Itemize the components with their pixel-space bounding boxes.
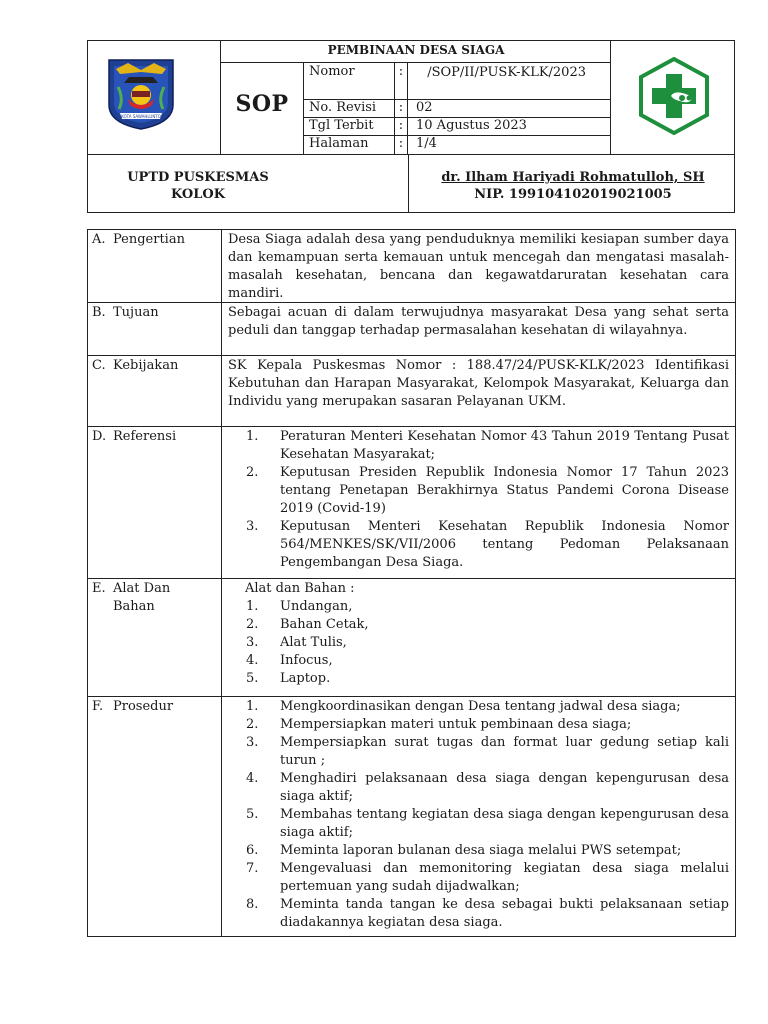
section-label-text: Alat Dan xyxy=(113,581,171,596)
list-number: 1. xyxy=(246,429,259,444)
section-label-text: Kebijakan xyxy=(113,358,179,373)
meta-colon: : xyxy=(398,136,404,151)
list-text: Meminta laporan bulanan desa siaga melalui PWS setempat; xyxy=(280,843,682,858)
list-number: 6. xyxy=(246,843,259,858)
signer-name: dr. Ilham Hariyadi Rohmatulloh, SH xyxy=(441,170,705,185)
section-label-text: Prosedur xyxy=(113,699,174,714)
list-item xyxy=(228,464,729,518)
list-number: 2. xyxy=(246,617,259,632)
list-number: 1. xyxy=(246,599,259,614)
section-tujuan xyxy=(88,302,735,355)
section-label xyxy=(92,580,220,616)
section-letter: D. xyxy=(92,429,107,444)
meta-colon: : xyxy=(398,118,404,133)
list-text: Bahan Cetak, xyxy=(280,617,369,632)
meta-label-halaman: Halaman xyxy=(309,136,369,151)
list-item xyxy=(228,652,729,670)
section-alat-dan-bahan xyxy=(88,578,735,696)
section-label-text: Referensi xyxy=(113,429,177,444)
list-number: 5. xyxy=(246,807,259,822)
sop-label: SOP xyxy=(235,91,289,117)
section-letter: A. xyxy=(92,232,106,247)
list-item xyxy=(228,860,729,896)
puskesmas-logo xyxy=(635,57,713,135)
list-text: Peraturan Menteri Kesehatan Nomor 43 Tahun 2019 Tentang Pusat Kesehatan Masyarakat; xyxy=(280,429,729,462)
sop-content-table xyxy=(87,229,736,937)
list-text: Undangan, xyxy=(280,599,353,614)
organization-name-line2: KOLOK xyxy=(170,187,226,202)
list-text: Meminta tanda tangan ke desa sebagai bukti pelaksanaan setiap diadakannya kegiatan desa siaga. xyxy=(280,897,729,930)
list-item xyxy=(228,770,729,806)
list-item xyxy=(228,698,729,716)
list-text: Mempersiapkan materi untuk pembinaan desa siaga; xyxy=(280,717,632,732)
list-number: 5. xyxy=(246,671,259,686)
meta-label-tgl-terbit: Tgl Terbit xyxy=(309,118,374,133)
header-divider xyxy=(610,41,611,154)
section-prosedur xyxy=(88,696,735,937)
list-number: 2. xyxy=(246,465,259,480)
section-pengertian xyxy=(88,230,735,302)
list-number: 3. xyxy=(246,635,259,650)
list-text: Infocus, xyxy=(280,653,333,668)
list-item xyxy=(228,716,729,734)
meta-label-revisi: No. Revisi xyxy=(309,100,377,115)
section-text: Desa Siaga adalah desa yang penduduknya memiliki kesiapan sumber daya dan kemampuan serta kemauan untuk mencegah dan mengatasi masalah-masalah kesehatan, bencana dan kegawatdaruratan kesehatan cara mandiri. xyxy=(228,232,729,301)
city-crest-logo xyxy=(106,57,176,131)
list-item xyxy=(228,634,729,652)
section-letter: C. xyxy=(92,358,106,373)
list-text: Keputusan Presiden Republik Indonesia Nomor 17 Tahun 2023 tentang Penetapan Berakhirnya Status Pandemi Corona Disease 2019 (Covid-19) xyxy=(280,465,729,516)
list-number: 7. xyxy=(246,861,259,876)
list-text: Mengkoordinasikan dengan Desa tentang jadwal desa siaga; xyxy=(280,699,681,714)
list-text: Menghadiri pelaksanaan desa siaga dengan kepengurusan desa siaga aktif; xyxy=(280,771,729,804)
section-list xyxy=(228,580,729,688)
section-letter: F. xyxy=(92,699,104,714)
list-intro: Alat dan Bahan : xyxy=(245,581,355,596)
section-referensi xyxy=(88,426,735,578)
list-item xyxy=(228,806,729,842)
section-label xyxy=(92,698,220,716)
list-item xyxy=(228,598,729,616)
section-label xyxy=(92,304,220,322)
header-divider xyxy=(220,62,610,63)
header-divider xyxy=(88,154,734,155)
section-list xyxy=(228,698,729,932)
section-label xyxy=(92,231,220,249)
list-item xyxy=(228,670,729,688)
list-number: 8. xyxy=(246,897,259,912)
header-divider xyxy=(220,41,221,154)
section-label xyxy=(92,357,220,375)
list-item xyxy=(228,428,729,464)
meta-colon: : xyxy=(398,64,404,79)
list-text: Laptop. xyxy=(280,671,331,686)
section-label xyxy=(92,428,220,446)
list-text: Membahas tentang kegiatan desa siaga dengan kepengurusan desa siaga aktif; xyxy=(280,807,729,840)
meta-value-nomor: /SOP/II/PUSK-KLK/2023 xyxy=(427,65,586,80)
section-list xyxy=(228,428,729,572)
organization-name xyxy=(88,169,308,203)
list-number: 2. xyxy=(246,717,259,732)
list-text: Keputusan Menteri Kesehatan Republik Indonesia Nomor 564/MENKES/SK/VII/2006 tentang Pedoman Pelaksanaan Pengembangan Desa Siaga. xyxy=(280,519,729,570)
section-label-text: Tujuan xyxy=(113,305,159,320)
list-text: Alat Tulis, xyxy=(280,635,347,650)
list-item xyxy=(228,842,729,860)
signer-block xyxy=(410,169,736,203)
meta-label-nomor: Nomor xyxy=(309,64,355,79)
section-text: SK Kepala Puskesmas Nomor : 188.47/24/PUSK-KLK/2023 Identifikasi Kebutuhan dan Harapan Masyarakat, Kelompok Masyarakat, Keluarga dan Individu yang merupakan sasaran Pelayanan UKM. xyxy=(228,358,729,409)
list-item xyxy=(228,616,729,634)
list-item xyxy=(228,896,729,932)
list-text: Mempersiapkan surat tugas dan format luar gedung setiap kali turun ; xyxy=(280,735,729,768)
document-title: PEMBINAAN DESA SIAGA xyxy=(327,43,505,57)
organization-name-line1: UPTD PUSKESMAS xyxy=(127,170,269,185)
section-letter: B. xyxy=(92,305,106,320)
meta-value-halaman: 1/4 xyxy=(416,136,437,151)
meta-value-tgl-terbit: 10 Agustus 2023 xyxy=(416,118,527,133)
signer-nip: NIP. 199104102019021005 xyxy=(474,187,672,202)
logo-caption-text: KOTA SAWAHLUNTO xyxy=(121,114,161,119)
sop-header-table xyxy=(87,40,735,213)
header-divider xyxy=(407,62,408,154)
list-text: Mengevaluasi dan memonitoring kegiatan desa siaga melalui pertemuan yang sudah dijadwalkan; xyxy=(280,861,729,894)
section-label-text: Pengertian xyxy=(113,232,185,247)
section-letter: E. xyxy=(92,581,106,596)
meta-colon: : xyxy=(398,100,404,115)
list-number: 4. xyxy=(246,771,259,786)
list-item xyxy=(228,518,729,572)
section-kebijakan xyxy=(88,355,735,426)
section-label-text-line2: Bahan xyxy=(113,599,155,614)
header-divider xyxy=(303,62,304,154)
list-number: 1. xyxy=(246,699,259,714)
list-number: 3. xyxy=(246,519,259,534)
section-text: Sebagai acuan di dalam terwujudnya masyarakat Desa yang sehat serta peduli dan tanggap terhadap permasalahan kesehatan di wilayahnya. xyxy=(228,305,729,338)
list-number: 4. xyxy=(246,653,259,668)
list-number: 3. xyxy=(246,735,259,750)
header-divider xyxy=(408,154,409,212)
meta-value-revisi: 02 xyxy=(416,100,433,115)
list-item xyxy=(228,734,729,770)
